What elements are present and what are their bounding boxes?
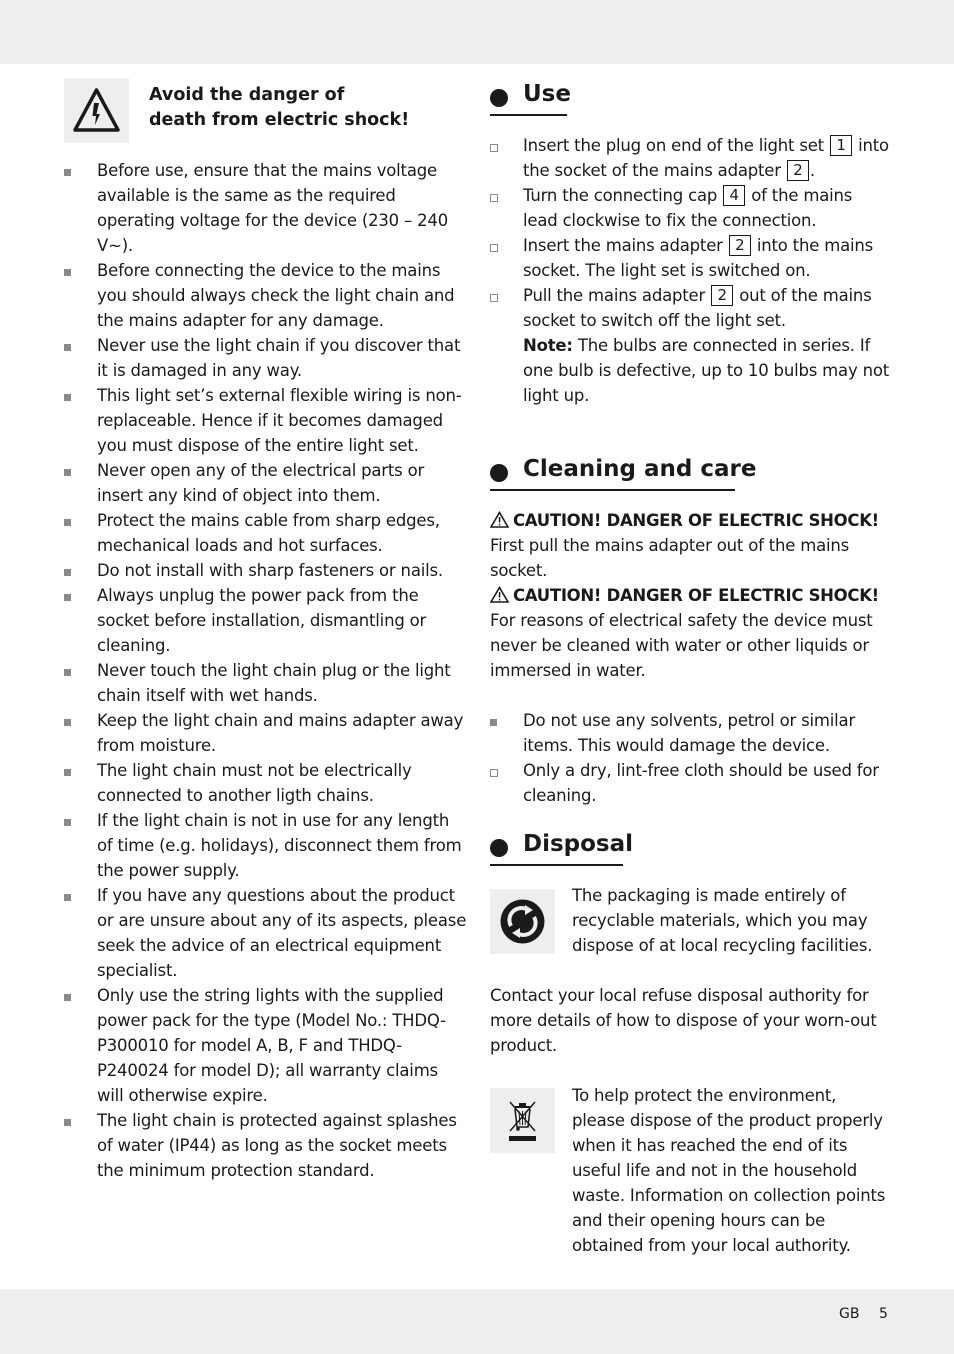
list-item: Do not install with sharp fasteners or nails. (64, 558, 468, 583)
caution-line: CAUTION! DANGER OF ELECTRIC SHOCK! (490, 508, 890, 533)
weee-icon-box (490, 1088, 555, 1153)
page-footer (0, 1289, 954, 1354)
environment-text: To help protect the environment, please dispose of the product properly when it has reached the end of its useful life and not in the household waste. Information on collection points and their opening hours can be obtained from your local authority. (572, 1086, 886, 1255)
top-bar (0, 0, 954, 64)
list-item: The light chain is protected against splashes of water (IP44) as long as the socket meets the minimum protection standard. (64, 1108, 468, 1183)
list-item: Insert the plug on end of the light set 1 into the socket of the mains adapter 2 . (490, 133, 890, 183)
list-item: Only use the string lights with the supplied power pack for the type (Model No.: THDQ-P300010 for model A, B, F and THDQ-P240024 for model D); all warranty claims will otherwise expire. (64, 983, 468, 1108)
use-steps (490, 133, 890, 408)
safety-list (64, 158, 468, 1183)
list-item: Before connecting the device to the mains you should always check the light chain and the mains adapter for any damage. (64, 258, 468, 333)
recycling-icon-box (490, 889, 555, 954)
list-item: Keep the light chain and mains adapter away from moisture. (64, 708, 468, 758)
warning-triangle-icon (490, 511, 509, 528)
list-item: Before use, ensure that the mains voltage available is the same as the required operating voltage for the device (230 – 240 V∼). (64, 158, 468, 258)
list-item: Do not use any solvents, petrol or similar items. This would damage the device. (490, 708, 890, 758)
high-voltage-warning-icon (72, 86, 121, 135)
list-item: If the light chain is not in use for any length of time (e.g. holidays), disconnect them from the power supply. (64, 808, 468, 883)
list-item: Always unplug the power pack from the socket before installation, dismantling or cleaning. (64, 583, 468, 658)
list-item: Only a dry, lint-free cloth should be used for cleaning. (490, 758, 890, 808)
contact-text: Contact your local refuse disposal authority for more details of how to dispose of your worn-out product. (490, 986, 877, 1055)
list-item: Never use the light chain if you discover that it is damaged in any way. (64, 333, 468, 383)
list-item: Pull the mains adapter 2 out of the mains socket to switch off the light set. Note: The bulbs are connected in series. If one bulb is defective, up to 10 bulbs may not light up. (490, 283, 890, 408)
note-label: Note: (523, 336, 573, 355)
green-dot-recycling-icon (498, 897, 547, 946)
page-number: 5 (879, 1306, 888, 1322)
cleaning-text: CAUTION! DANGER OF ELECTRIC SHOCK! First pull the mains adapter out of the mains socket. CAUTION! DANGER OF ELECTRIC SHOCK! For reasons of electrical safety the device must never be cleaned with water or other liquids or immersed in water. Do not use any solvents, petrol or similar items. This would damage the device. Only a dry, lint-free cloth should be used for cleaning. (490, 508, 890, 808)
list-item: Protect the mains cable from sharp edges, mechanical loads and hot surfaces. (64, 508, 468, 558)
list-item: The light chain must not be electrically connected to another ligth chains. (64, 758, 468, 808)
list-item: Insert the mains adapter 2 into the mains socket. The light set is switched on. (490, 233, 890, 283)
list-item: Never open any of the electrical parts or insert any kind of object into them. (64, 458, 468, 508)
packaging-text: The packaging is made entirely of recyclable materials, which you may dispose of at local recycling facilities. (572, 886, 873, 955)
language-code: GB (839, 1306, 860, 1322)
crossed-out-wheelie-bin-icon (498, 1096, 547, 1145)
list-item: If you have any questions about the product or are unsure about any of its aspects, please seek the advice of an electrical equipment specialist. (64, 883, 468, 983)
warning-triangle-icon (490, 586, 509, 603)
list-item: Turn the connecting cap 4 of the mains lead clockwise to fix the connection. (490, 183, 890, 233)
list-item: Never touch the light chain plug or the light chain itself with wet hands. (64, 658, 468, 708)
list-item: This light set’s external flexible wiring is non-replaceable. Hence if it becomes damaged you must dispose of the entire light set. (64, 383, 468, 458)
warning-box (64, 78, 129, 143)
caution-line: CAUTION! DANGER OF ELECTRIC SHOCK! (490, 583, 890, 608)
warning-title: Avoid the danger of death from electric shock! (149, 85, 410, 130)
